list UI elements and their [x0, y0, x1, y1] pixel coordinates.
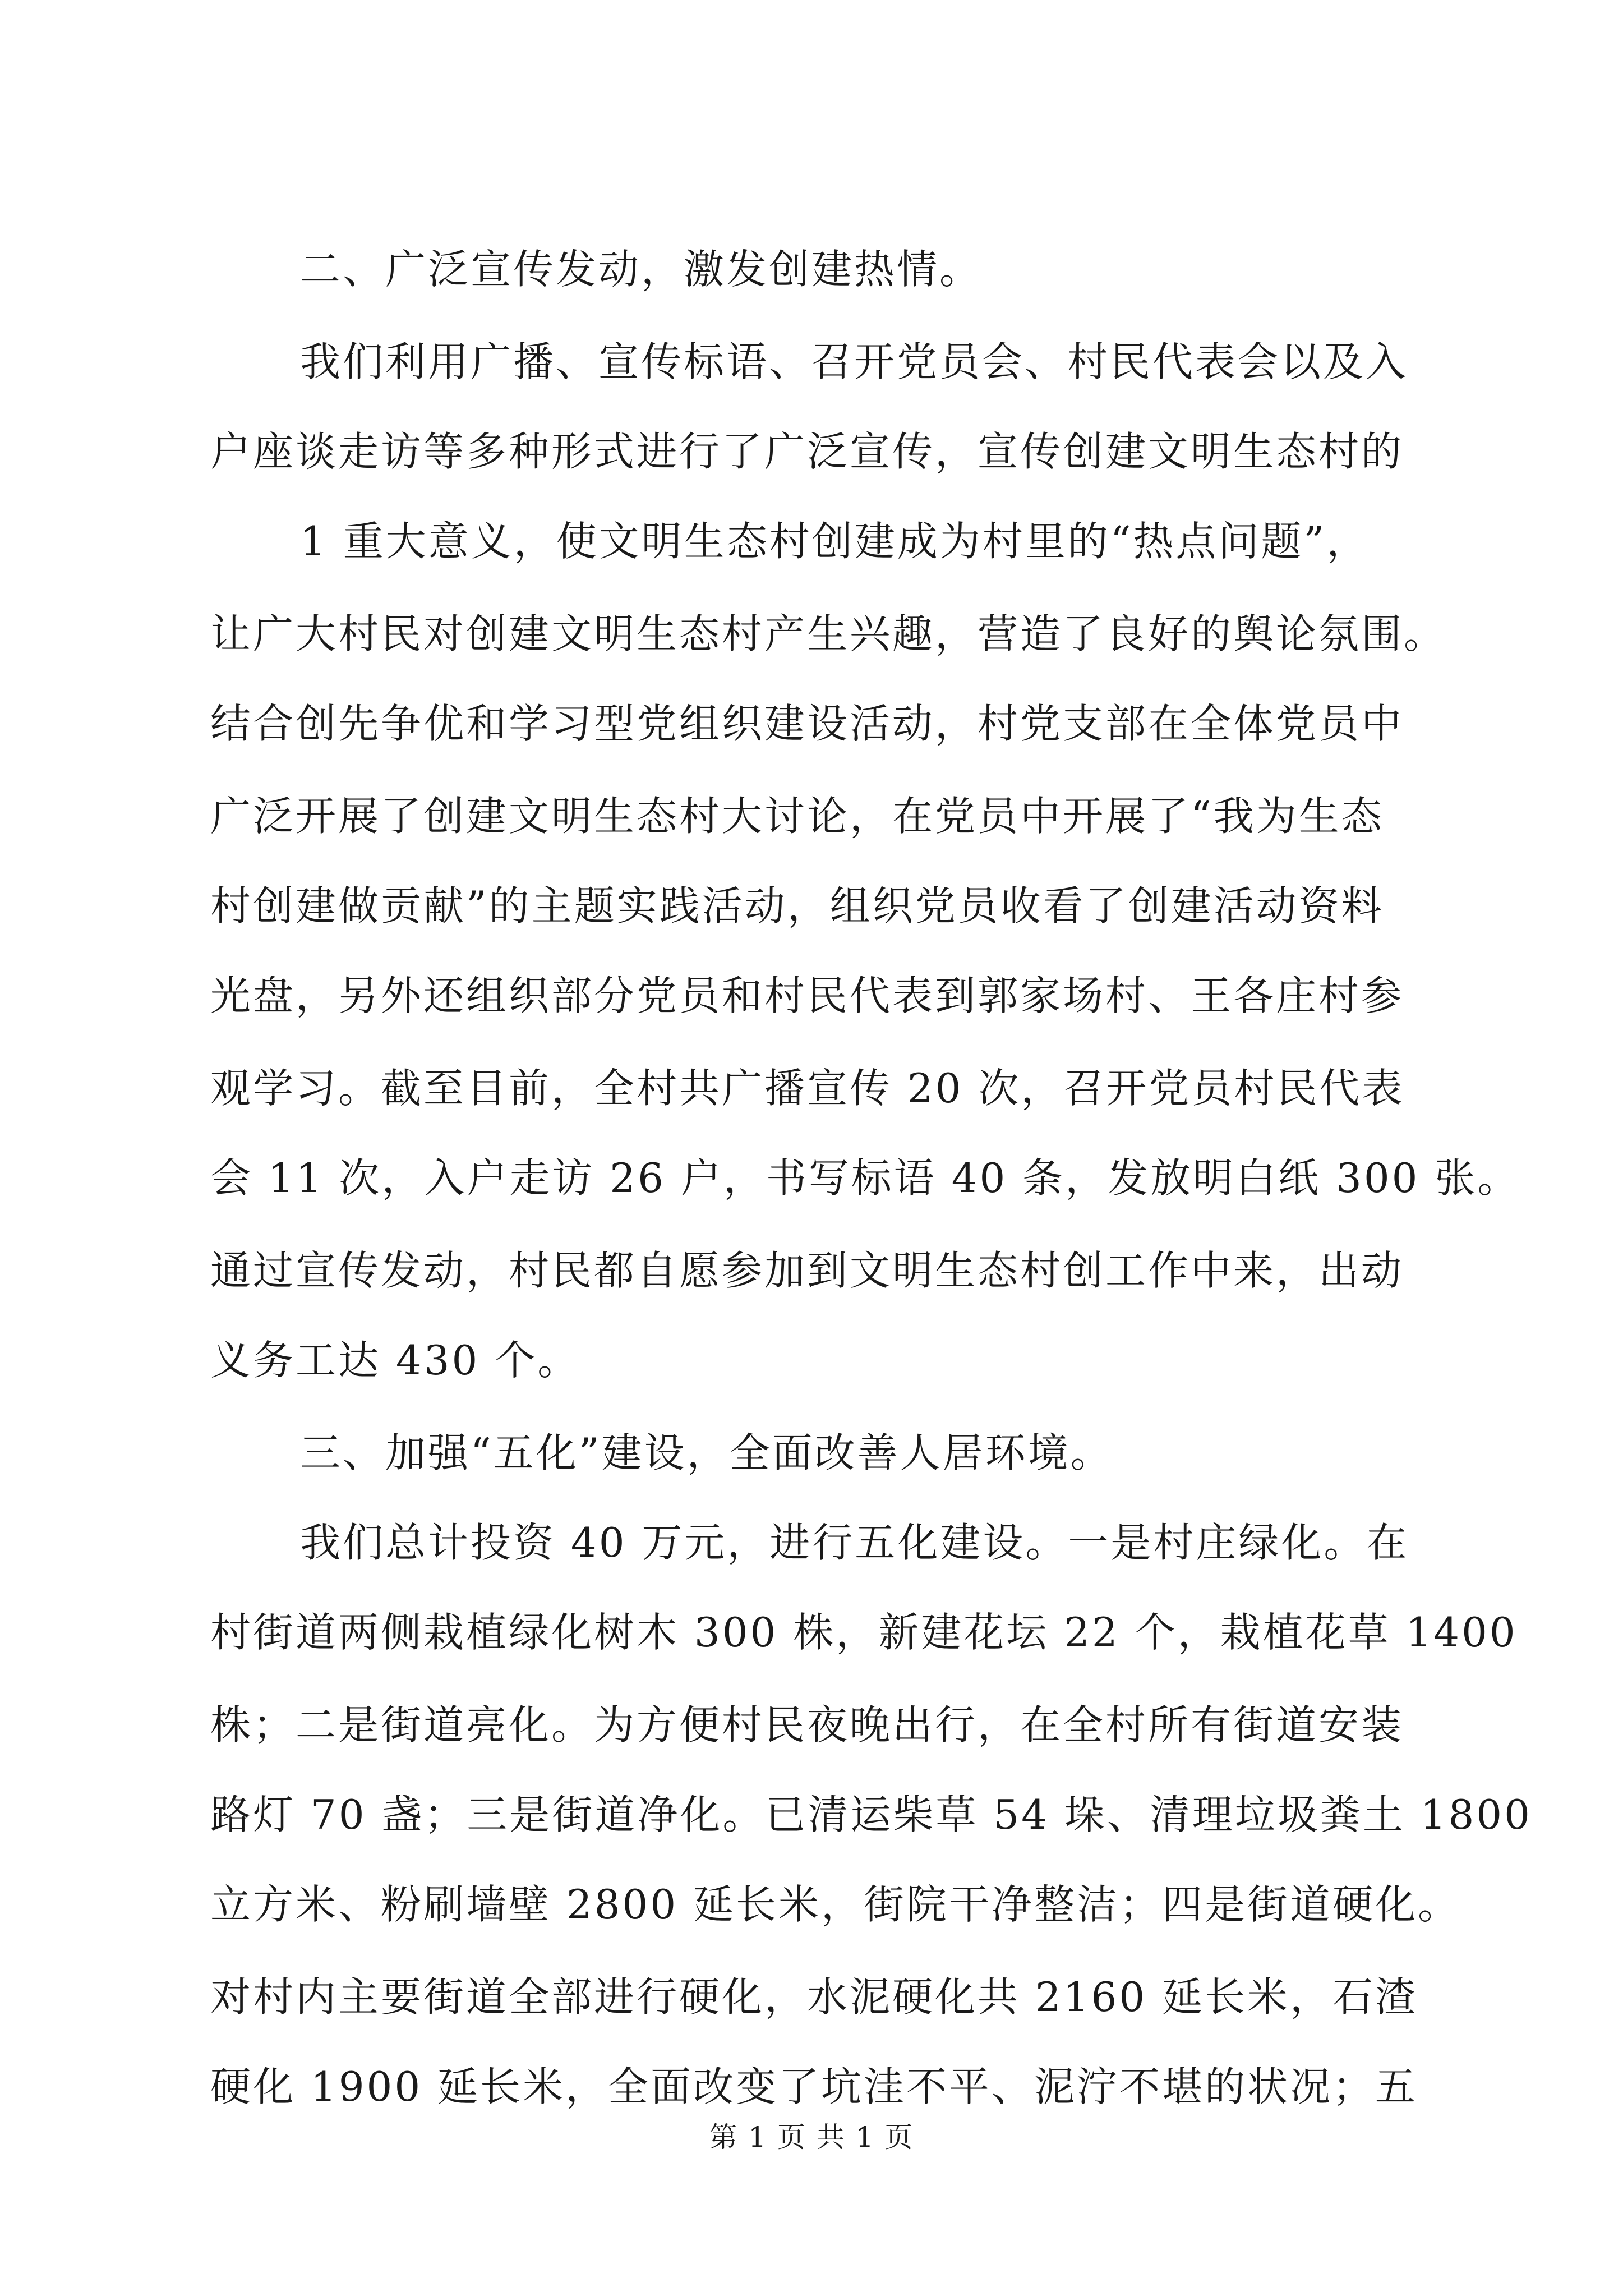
paragraph-line: 会 11 次，入户走访 26 户，书写标语 40 条，发放明白纸 300 张。 [210, 1154, 1520, 1202]
paragraph-line: 通过宣传发动，村民都自愿参加到文明生态村创工作中来，出动 [210, 1247, 1404, 1294]
paragraph-line: 株；二是街道亮化。为方便村民夜晚出行，在全村所有街道安装 [210, 1701, 1404, 1749]
paragraph-line: 1 重大意义，使文明生态村创建成为村里的“热点问题”， [300, 518, 1370, 565]
paragraph-line: 我们利用广播、宣传标语、召开党员会、村民代表会以及入 [300, 338, 1409, 385]
paragraph-line: 光盘，另外还组织部分党员和村民代表到郭家场村、王各庄村参 [210, 972, 1404, 1019]
paragraph-line: 对村内主要街道全部进行硬化，水泥硬化共 2160 延长米，石渣 [210, 1973, 1418, 2021]
paragraph-line: 结合创先争优和学习型党组织建设活动，村党支部在全体党员中 [210, 700, 1404, 747]
paragraph-line: 我们总计投资 40 万元，进行五化建设。一是村庄绿化。在 [300, 1519, 1409, 1566]
paragraph-line: 户座谈走访等多种形式进行了广泛宣传，宣传创建文明生态村的 [210, 428, 1404, 475]
paragraph-line: 路灯 70 盏；三是街道净化。已清运柴草 54 垛、清理垃圾粪土 1800 [210, 1791, 1532, 1838]
heading-section-3: 三、加强“五化”建设，全面改善人居环境。 [300, 1429, 1113, 1476]
paragraph-line: 观学习。截至目前，全村共广播宣传 20 次，召开党员村民代表 [210, 1065, 1405, 1112]
paragraph-line: 硬化 1900 延长米，全面改变了坑洼不平、泥泞不堪的状况；五 [210, 2063, 1418, 2110]
page-number-footer: 第 1 页 共 1 页 [709, 2121, 914, 2154]
paragraph-line: 村创建做贡献”的主题实践活动，组织党员收看了创建活动资料 [210, 882, 1384, 930]
paragraph-line: 村街道两侧栽植绿化树木 300 株，新建花坛 22 个，栽植花草 1400 [210, 1609, 1518, 1656]
paragraph-line: 立方米、粉刷墙壁 2800 延长米，街院干净整洁；四是街道硬化。 [210, 1881, 1461, 1928]
paragraph-line: 广泛开展了创建文明生态村大讨论，在党员中开展了“我为生态 [210, 793, 1384, 840]
paragraph-line: 让广大村民对创建文明生态村产生兴趣，营造了良好的舆论氛围。 [210, 610, 1447, 657]
paragraph-line: 义务工达 430 个。 [210, 1337, 580, 1384]
heading-section-2: 二、广泛宣传发动，激发创建热情。 [300, 246, 983, 293]
